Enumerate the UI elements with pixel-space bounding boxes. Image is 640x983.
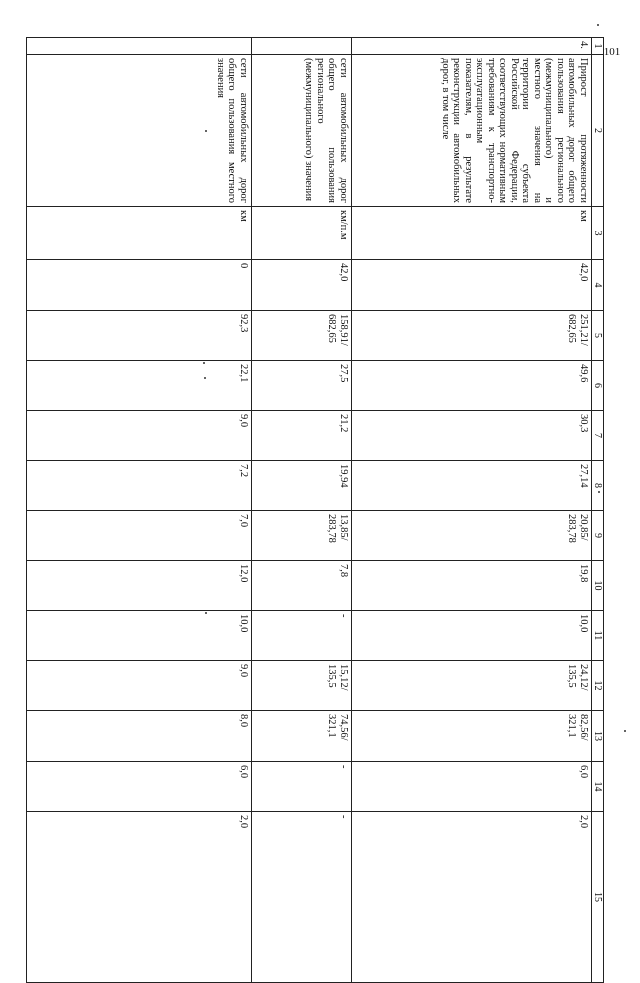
table-row <box>27 38 252 983</box>
value-cell: 10,0 <box>352 611 592 661</box>
value-cell: 22,1 <box>27 361 252 411</box>
value-cell: 13,85/ 283,78 <box>252 511 352 561</box>
row-number: 4. <box>352 38 592 55</box>
value-cell: 6,0 <box>27 762 252 812</box>
scan-speck <box>205 612 207 614</box>
header-cell: 12 <box>592 661 604 711</box>
header-cell: 2 <box>592 55 604 207</box>
header-cell: 6 <box>592 361 604 411</box>
scan-speck <box>597 24 599 26</box>
value-cell: 9,0 <box>27 661 252 711</box>
header-row <box>592 38 604 983</box>
header-cell: 5 <box>592 311 604 361</box>
value-cell: 20,85/ 283,78 <box>352 511 592 561</box>
header-cell: 7 <box>592 411 604 461</box>
value-cell: 27,5 <box>252 361 352 411</box>
indicator-table <box>26 37 604 983</box>
rotated-table-area <box>39 37 604 902</box>
header-cell: 1 <box>592 38 604 55</box>
header-cell: 3 <box>592 207 604 260</box>
scan-speck <box>203 362 205 364</box>
value-cell: 8,0 <box>27 711 252 762</box>
row-description: Прирост протяженности автомобильных дорог общего пользования регионального (межмуниципального) и местного значения на территории субъекта Российской Федерации, соответствующих нормативным требованиям к транспортно-эксплуатационным показателям, в результате реконструкции автомобильных дорог, в том числе <box>352 55 592 207</box>
unit-cell: км <box>27 207 252 260</box>
value-cell: 24,12/ 135,5 <box>352 661 592 711</box>
value-cell: 49,6 <box>352 361 592 411</box>
value-cell: 7,8 <box>252 561 352 611</box>
value-cell: 27,14 <box>352 461 592 511</box>
scan-speck <box>624 730 626 732</box>
page-number: 101 <box>603 46 621 58</box>
unit-cell: км <box>352 207 592 260</box>
value-cell: - <box>252 812 352 983</box>
value-cell: 7,2 <box>27 461 252 511</box>
value-cell: 158,91/ 682,65 <box>252 311 352 361</box>
scan-speck <box>204 377 206 379</box>
row-description: сети автомобильных дорог общего пользования регионального (межмуниципального) значения <box>252 55 352 207</box>
table-row <box>352 38 592 983</box>
value-cell: 7,0 <box>27 511 252 561</box>
table-row <box>252 38 352 983</box>
value-cell: 9,0 <box>27 411 252 461</box>
value-cell: 30,3 <box>352 411 592 461</box>
value-cell: 92,3 <box>27 311 252 361</box>
value-cell: 82,56/ 321,1 <box>352 711 592 762</box>
scan-speck <box>205 130 207 132</box>
header-cell: 8 <box>592 461 604 511</box>
header-cell: 11 <box>592 611 604 661</box>
value-cell: 19,94 <box>252 461 352 511</box>
header-cell: 14 <box>592 762 604 812</box>
value-cell: 0 <box>27 260 252 311</box>
header-cell: 9 <box>592 511 604 561</box>
value-cell: 2,0 <box>27 812 252 983</box>
value-cell: 42,0 <box>252 260 352 311</box>
header-cell: 15 <box>592 812 604 983</box>
row-number <box>27 38 252 55</box>
row-description: сети автомобильных дорог общего пользования местного значения <box>27 55 252 207</box>
value-cell: 251,21/ 682,65 <box>352 311 592 361</box>
value-cell: 19,8 <box>352 561 592 611</box>
unit-cell: км/п.м <box>252 207 352 260</box>
row-number <box>252 38 352 55</box>
header-cell: 4 <box>592 260 604 311</box>
value-cell: 15,12/ 135,5 <box>252 661 352 711</box>
value-cell: 10,0 <box>27 611 252 661</box>
value-cell: 74,56/ 321,1 <box>252 711 352 762</box>
value-cell: 6,0 <box>352 762 592 812</box>
value-cell: - <box>252 611 352 661</box>
value-cell: - <box>252 762 352 812</box>
header-cell: 13 <box>592 711 604 762</box>
header-cell: 10 <box>592 561 604 611</box>
value-cell: 21,2 <box>252 411 352 461</box>
value-cell: 12,0 <box>27 561 252 611</box>
value-cell: 2,0 <box>352 812 592 983</box>
scan-speck <box>598 491 600 493</box>
value-cell: 42,0 <box>352 260 592 311</box>
